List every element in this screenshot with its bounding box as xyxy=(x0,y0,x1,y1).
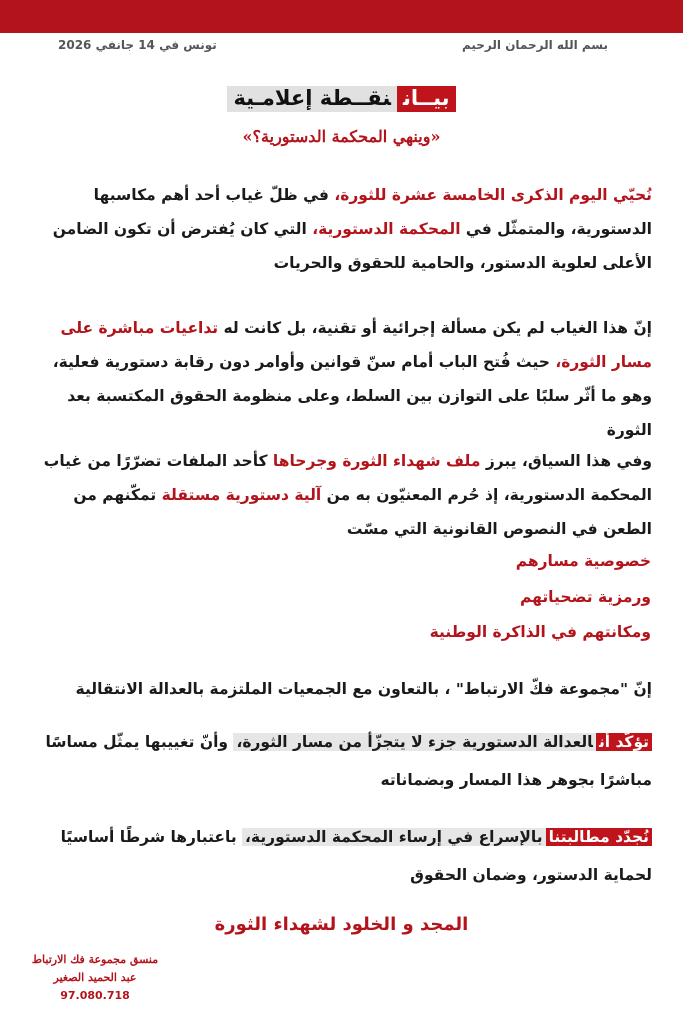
basmala: بسم الله الرحمان الرحيم xyxy=(461,38,608,52)
signature-phone: 97.080.718 xyxy=(60,989,130,1002)
p5-text: وأنّ تغييبها يمثّل مساسًا مباشرًا بجوهر هذا المسار وبضماناته xyxy=(45,733,652,789)
page-title xyxy=(0,86,683,110)
p6-highlight-box: نُجدّد مطالبتنا xyxy=(546,828,652,846)
p3-text-2: كأحد الملفات تضرّرًا من غياب المحكمة الدستورية، إذ حُرم المعنيّون به من xyxy=(43,452,652,504)
p1-text-2: التي كان يُفترض أن تكون الضامن الأعلى لعلوية الدستور، والحامية للحقوق والحريات xyxy=(52,220,652,272)
signature-title: منسق مجموعة فك الارتباط xyxy=(31,953,159,966)
p6-text: باعتبارها شرطًا أساسيًا لحماية الدستور، وضمان الحقوق xyxy=(60,828,652,884)
list-item: ومكانتهم في الذاكرة الوطنية xyxy=(429,623,651,641)
p3-text-1: وفي هذا السياق، يبرز xyxy=(480,452,652,470)
title-red-part: بيــان xyxy=(397,86,456,112)
list-item: ورمزية تضحياتهم xyxy=(519,588,651,606)
title-grey-part: نقــطة إعلامـية xyxy=(227,86,397,112)
p3-highlight-1: ملف شهداء الثورة وجرحاها xyxy=(272,452,481,470)
paragraph-6 xyxy=(40,818,652,894)
p3-text-3: تمكّنهم من الطعن في النصوص القانونية التي مسّت xyxy=(73,486,652,538)
p5-highlight-box: تؤكّد أن xyxy=(596,733,652,751)
p3-highlight-2: آلية دستورية مستقلة xyxy=(161,486,322,504)
closing-slogan: المجد و الخلود لشهداء الثورة xyxy=(214,914,469,935)
paragraph-3 xyxy=(40,444,652,546)
p2-highlight-1: تداعيات مباشرة على مسار الثورة، xyxy=(60,319,652,371)
p1-text-1: في ظلّ غياب أحد أهم مكاسبها الدستورية، والمتمثّل في xyxy=(93,186,652,238)
p2-text-2: حيث فُتح الباب أمام سنّ قوانين وأوامر دون رقابة دستورية فعلية، وهو ما أثّر سلبًا على التوازن بين السلط، وعلى منظومة الحقوق المكتسبة بعد الثورة xyxy=(52,353,652,439)
paragraph-1 xyxy=(40,178,652,280)
paragraph-4: إنّ "مجموعة فكّ الارتباط" ، بالتعاون مع الجمعيات الملتزمة بالعدالة الانتقالية xyxy=(75,680,652,698)
paragraph-5 xyxy=(40,723,652,799)
top-red-bar xyxy=(0,0,683,33)
p5-highlight-grey: العدالة الدستورية جزء لا يتجزّأ من مسار الثورة، xyxy=(233,733,596,751)
p1-highlight-1: نُحيّي اليوم الذكرى الخامسة عشرة للثورة، xyxy=(334,186,652,204)
subtitle: «وينهي المحكمة الدستورية؟» xyxy=(242,127,441,146)
list-item: خصوصية مسارهم xyxy=(515,552,651,570)
paragraph-2 xyxy=(40,311,652,447)
p2-text-1: إنّ هذا الغياب لم يكن مسألة إجرائية أو تقنية، بل كانت له xyxy=(218,319,652,337)
date-line: تونس في 14 جانفي 2026 xyxy=(58,38,217,52)
signature-name: عبد الحميد الصغير xyxy=(53,971,137,984)
p6-highlight-grey: بالإسراع في إرساء المحكمة الدستورية، xyxy=(242,828,546,846)
p1-highlight-2: المحكمة الدستورية، xyxy=(312,220,461,238)
